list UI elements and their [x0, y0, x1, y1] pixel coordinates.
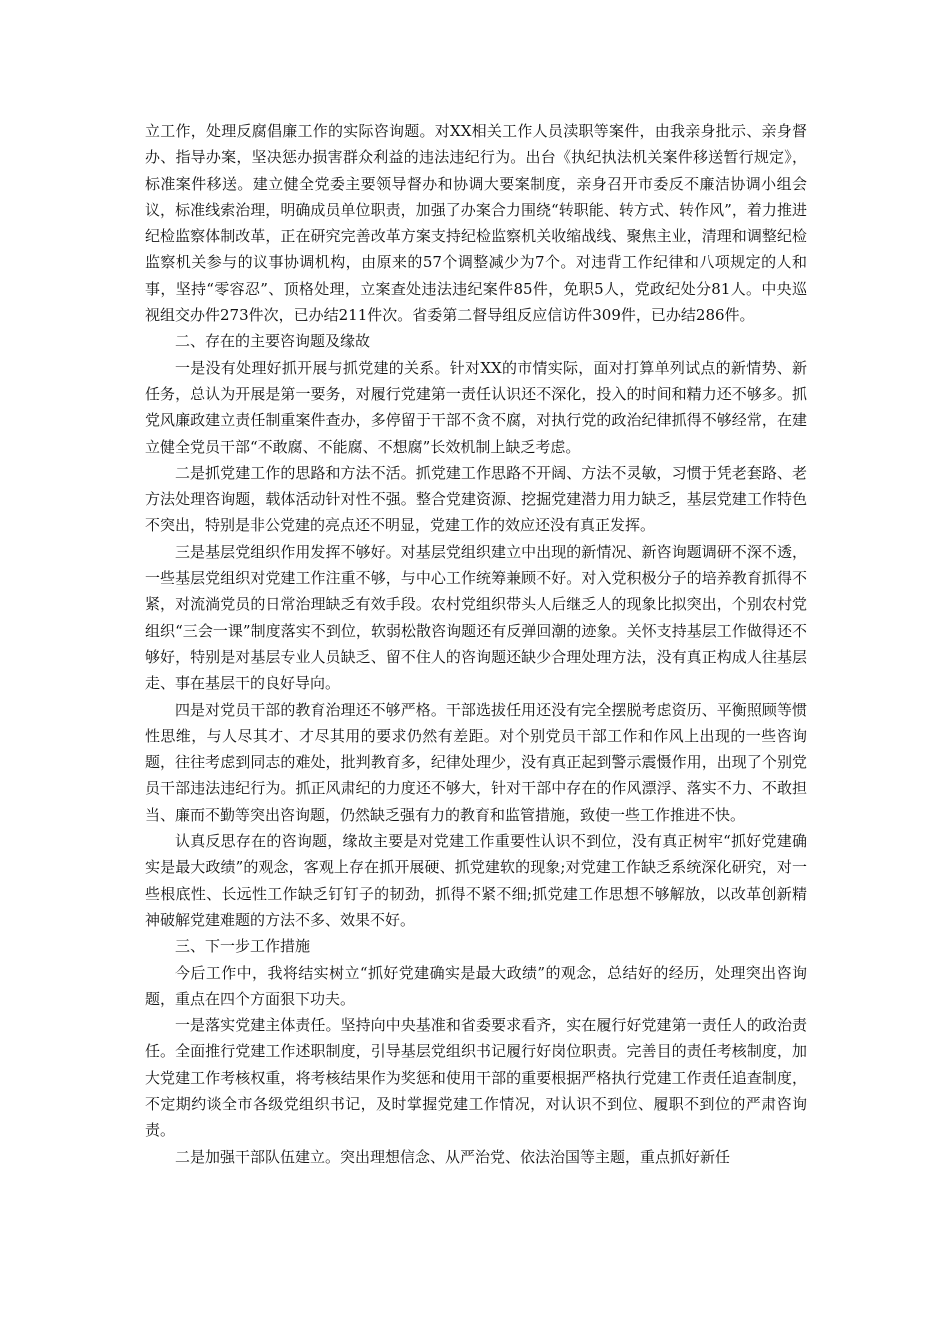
paragraph-problem-three: 三是基层党组织作用发挥不够好。对基层党组织建立中出现的新情况、新咨询题调研不深不透，一些基层党组织对党建工作注重不够，与中心工作统筹兼顾不好。对入党积极分子的培养教育抓得不紧，对流淌党员的日常治理缺乏有效手段。农村党组织带头人后继乏人的现象比拟突出，个别农村党组织“三会一课”制度落实不到位，软弱松散咨询题还有反弹回潮的迹象。关怀支持基层工作做得还不够好，特别是对基层专业人员缺乏、留不住人的咨询题还缺少合理处理方法，没有真正构成人往基层走、事在基层干的良好导向。 — [145, 542, 807, 693]
paragraph-next-intro: 今后工作中，我将结实树立“抓好党建确实是最大政绩”的观念，总结好的经历，处理突出咨询题，重点在四个方面狠下功夫。 — [145, 963, 807, 1008]
paragraph-reflection: 认真反思存在的咨询题，缘故主要是对党建工作重要性认识不到位，没有真正树牢“抓好党建确实是最大政绩”的观念，客观上存在抓开展硬、抓党建软的现象;对党建工作缺乏系统深化研究，对一些根底性、长远性工作缺乏钉钉子的韧劲，抓得不紧不细;抓党建工作思想不够解放，以改革创新精神破解党建难题的方法不多、效果不好。 — [145, 832, 807, 929]
paragraph-measure-one: 一是落实党建主体责任。坚持向中央基准和省委要求看齐，实在履行好党建第一责任人的政治责任。全面推行党建工作述职制度，引导基层党组织书记履行好岗位职责。完善目的责任考核制度，加大党建工作考核权重，将考核结果作为奖惩和使用干部的重要根据严格执行党建工作责任追查制度，不定期约谈全市各级党组织书记，及时掌握党建工作情况，对认识不到位、履职不到位的严肃咨询责。 — [145, 1016, 807, 1140]
paragraph-problem-one: 一是没有处理好抓开展与抓党建的关系。针对XX的市情实际，面对打算单列试点的新情势、新任务，总认为开展是第一要务，对履行党建第一责任认识还不深化，投入的时间和精力还不够多。抓党风廉政建立责任制重案件查办，多停留于干部不贪不腐，对执行党的政治纪律抓得不够经常，在建立健全党员干部“不敢腐、不能腐、不想腐”长效机制上缺乏考虑。 — [145, 358, 807, 456]
paragraph-problem-four: 四是对党员干部的教育治理还不够严格。干部选拔任用还没有完全摆脱考虑资历、平衡照顾等惯性思维，与人尽其才、才尽其用的要求仍然有差距。对个别党员干部工作和作风上出现的一些咨询题，往往考虑到同志的难处，批判教育多，纪律处理少，没有真正起到警示震慑作用，出现了个别党员干部违法违纪行为。抓正风肃纪的力度还不够大，针对干部中存在的作风漂浮、落实不力、不敢担当、廉而不勤等突出咨询题，仍然缺乏强有力的教育和监管措施，致使一些工作推进不快。 — [145, 700, 807, 824]
section-heading-next-steps: 三、下一步工作措施 — [175, 937, 311, 956]
paragraph-measure-two: 二是加强干部队伍建立。突出理想信念、从严治党、依法治国等主题，重点抓好新任 — [175, 1147, 731, 1166]
paragraph-case-handling: 立工作，处理反腐倡廉工作的实际咨询题。对XX相关工作人员渎职等案件，由我亲身批示、亲身督办、指导办案，坚决惩办损害群众利益的违法违纪行为。出台《执纪执法机关案件移送暂行规定》，标准案件移送。建立健全党委主要领导督办和协调大要案制度，亲身召开市委反不廉洁协调小组会议，标准线索治理，明确成员单位职责，加强了办案合力围绕“转职能、转方式、转作风”，着力推进纪检监察体制改革，正在研究完善改革方案支持纪检监察机关收缩战线、聚焦主业，清理和调整纪检监察机关参与的议事协调机构，由原来的57个调整减少为7个。对违背工作纪律和八项规定的人和事，坚持“零容忍”、顶格处理，立案查处违法违纪案件85件，免职5人，党政纪处分81人。中央巡视组交办件273件次，已办结211件次。省委第二督导组反应信访件309件，已办结286件。 — [145, 122, 807, 325]
document-body — [145, 118, 807, 1170]
section-heading-problems: 二、存在的主要咨询题及缘故 — [175, 332, 371, 351]
paragraph-problem-two: 二是抓党建工作的思路和方法不活。抓党建工作思路不开阔、方法不灵敏，习惯于凭老套路、老方法处理咨询题，载体活动针对性不强。整合党建资源、挖掘党建潜力用力缺乏，基层党建工作特色不突出，特别是非公党建的亮点还不明显，党建工作的效应还没有真正发挥。 — [145, 463, 807, 535]
